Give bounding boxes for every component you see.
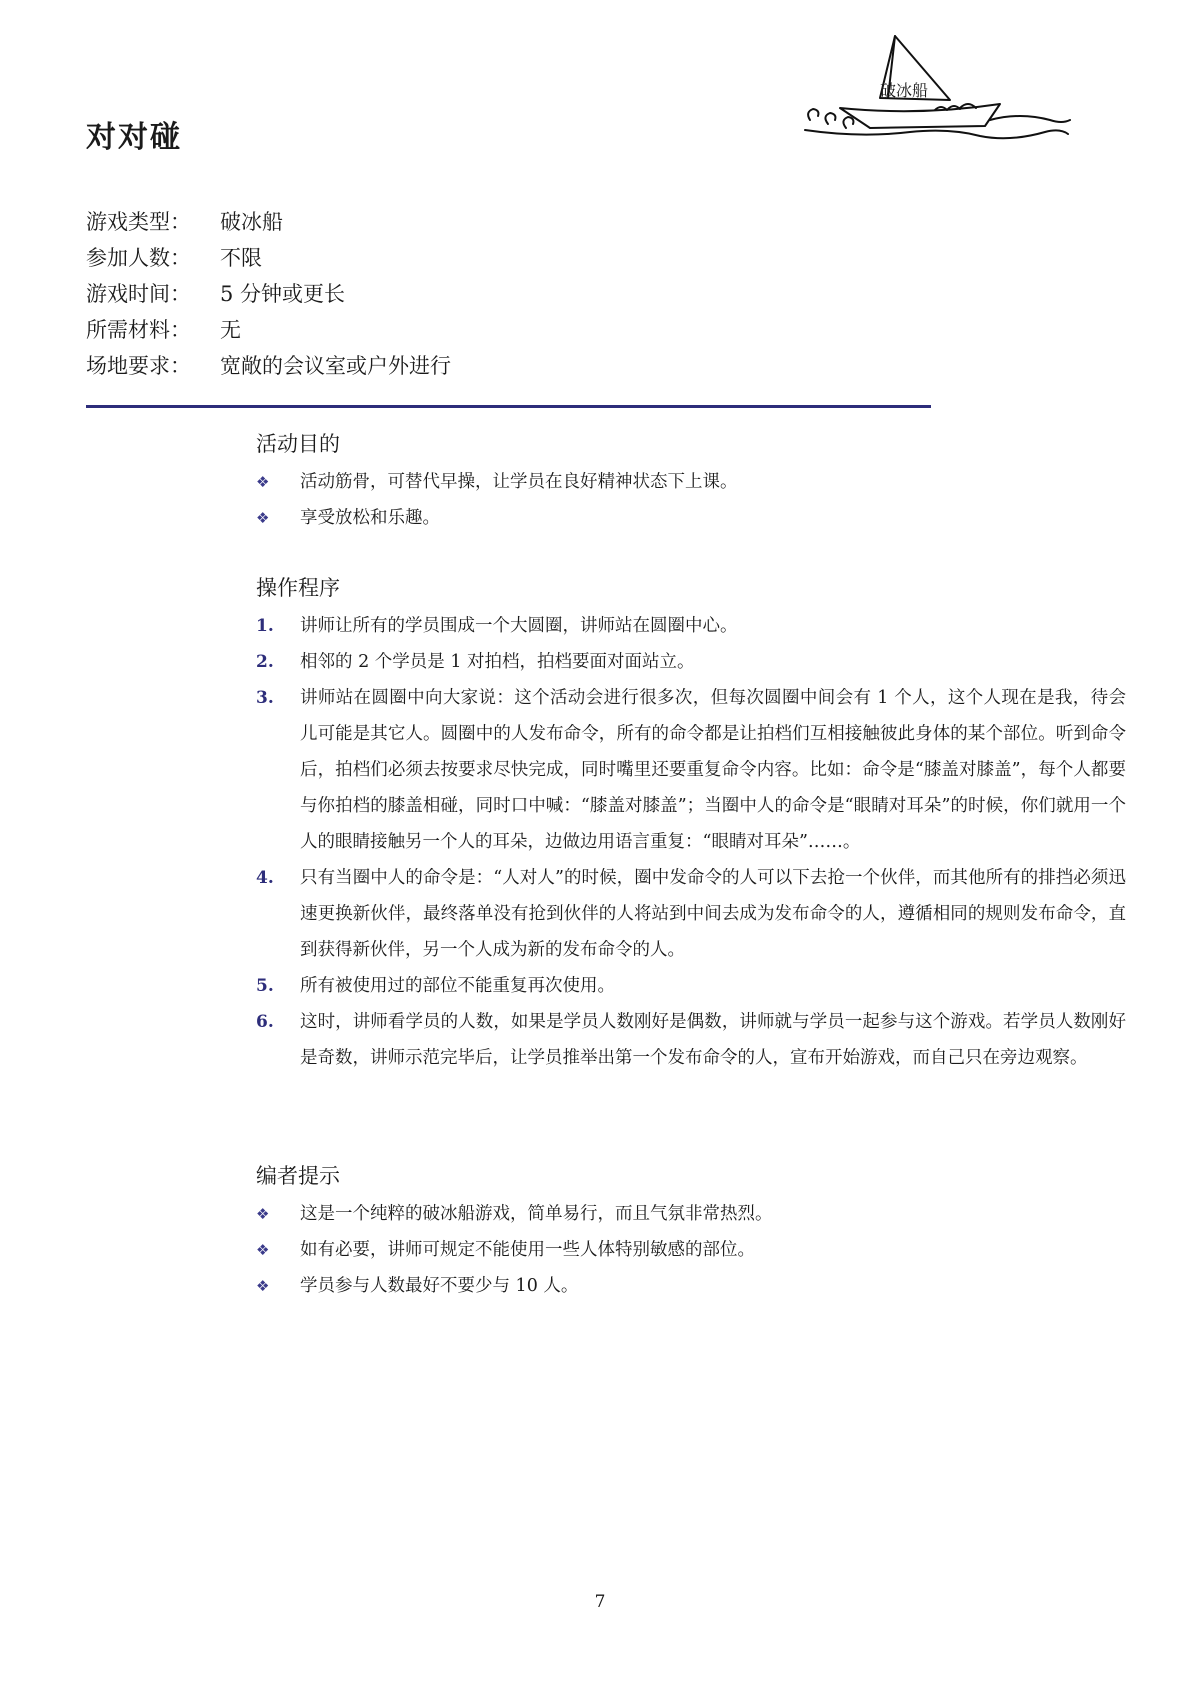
list-item-text: 享受放松和乐趣。 xyxy=(300,508,440,528)
list-item xyxy=(256,1232,1126,1268)
meta-value: 不限 xyxy=(220,246,262,270)
procedure-step xyxy=(256,968,1126,1004)
procedure-section-title: 操作程序 xyxy=(256,576,340,600)
notes-section-title: 编者提示 xyxy=(256,1164,340,1188)
procedure-step xyxy=(256,644,1126,680)
procedure-list xyxy=(256,608,1126,1076)
step-text: 只有当圈中人的命令是：“人对人”的时候，圈中发命令的人可以下去抢一个伙伴，而其他所有的排挡必须迅速更换新伙伴，最终落单没有抢到伙伴的人将站到中间去成为发布命令的人，遵循相同的规则发布命令，直到获得新伙伴，另一个人成为新的发布命令的人。 xyxy=(300,868,1126,960)
procedure-step xyxy=(256,680,1126,860)
step-text: 讲师站在圆圈中向大家说：这个活动会进行很多次，但每次圆圈中间会有 1 个人，这个人现在是我，待会儿可能是其它人。圆圈中的人发布命令，所有的命令都是让拍档们互相接触彼此身体的某个部位。听到命令后，拍档们必须去按要求尽快完成，同时嘴里还要重复命令内容。比如：命令是“膝盖对膝盖”，每个人都要与你拍档的膝盖相碰，同时口中喊：“膝盖对膝盖”；当圈中人的命令是“眼睛对耳朵”的时候，你们就用一个人的眼睛接触另一个人的耳朵，边做边用语言重复：“眼睛对耳朵”……。 xyxy=(300,688,1126,852)
list-item-text: 学员参与人数最好不要少与 10 人。 xyxy=(300,1276,579,1296)
meta-label: 游戏时间： xyxy=(86,282,191,306)
meta-value: 无 xyxy=(220,318,241,342)
logo-text: 破冰船 xyxy=(880,81,929,100)
step-text: 讲师让所有的学员围成一个大圆圈，讲师站在圆圈中心。 xyxy=(300,616,738,636)
icebreaker-boat-logo xyxy=(800,28,1075,153)
meta-row-duration xyxy=(86,276,451,312)
section-divider xyxy=(86,405,931,408)
step-text: 这时，讲师看学员的人数，如果是学员人数刚好是偶数，讲师就与学员一起参与这个游戏。若学员人数刚好是奇数，讲师示范完毕后，让学员推举出第一个发布命令的人，宣布开始游戏，而自己只在旁边观察。 xyxy=(300,1012,1126,1068)
step-number: 2. xyxy=(256,652,274,672)
purpose-list xyxy=(256,464,1126,536)
meta-label: 游戏类型： xyxy=(86,210,191,234)
meta-label: 参加人数： xyxy=(86,246,191,270)
step-number: 1. xyxy=(256,616,274,636)
list-item xyxy=(256,464,1126,500)
step-number: 3. xyxy=(256,688,274,708)
diamond-bullet-icon: ❖ xyxy=(256,1205,270,1223)
list-item xyxy=(256,500,1126,536)
meta-label: 场地要求： xyxy=(86,354,191,378)
diamond-bullet-icon: ❖ xyxy=(256,1277,270,1295)
purpose-section-title: 活动目的 xyxy=(256,432,340,456)
meta-value: 宽敞的会议室或户外进行 xyxy=(220,354,451,378)
game-meta-info xyxy=(86,204,451,384)
list-item-text: 这是一个纯粹的破冰船游戏，简单易行，而且气氛非常热烈。 xyxy=(300,1204,773,1224)
meta-value: 破冰船 xyxy=(220,210,283,234)
meta-row-materials xyxy=(86,312,451,348)
procedure-step xyxy=(256,860,1126,968)
list-item-text: 如有必要，讲师可规定不能使用一些人体特别敏感的部位。 xyxy=(300,1240,755,1260)
procedure-step xyxy=(256,1004,1126,1076)
diamond-bullet-icon: ❖ xyxy=(256,509,270,527)
meta-row-type xyxy=(86,204,451,240)
step-text: 所有被使用过的部位不能重复再次使用。 xyxy=(300,976,615,996)
diamond-bullet-icon: ❖ xyxy=(256,1241,270,1259)
page-title: 对对碰 xyxy=(86,120,182,155)
list-item-text: 活动筋骨，可替代早操，让学员在良好精神状态下上课。 xyxy=(300,472,738,492)
meta-row-venue xyxy=(86,348,451,384)
step-number: 6. xyxy=(256,1012,274,1032)
list-item xyxy=(256,1196,1126,1232)
page-number: 7 xyxy=(594,1592,606,1612)
step-number: 4. xyxy=(256,868,274,888)
meta-label: 所需材料： xyxy=(86,318,191,342)
notes-list xyxy=(256,1196,1126,1304)
meta-row-participants xyxy=(86,240,451,276)
step-number: 5. xyxy=(256,976,274,996)
list-item xyxy=(256,1268,1126,1304)
procedure-step xyxy=(256,608,1126,644)
diamond-bullet-icon: ❖ xyxy=(256,473,270,491)
meta-value: 5 分钟或更长 xyxy=(220,282,346,306)
step-text: 相邻的 2 个学员是 1 对拍档，拍档要面对面站立。 xyxy=(300,652,695,672)
